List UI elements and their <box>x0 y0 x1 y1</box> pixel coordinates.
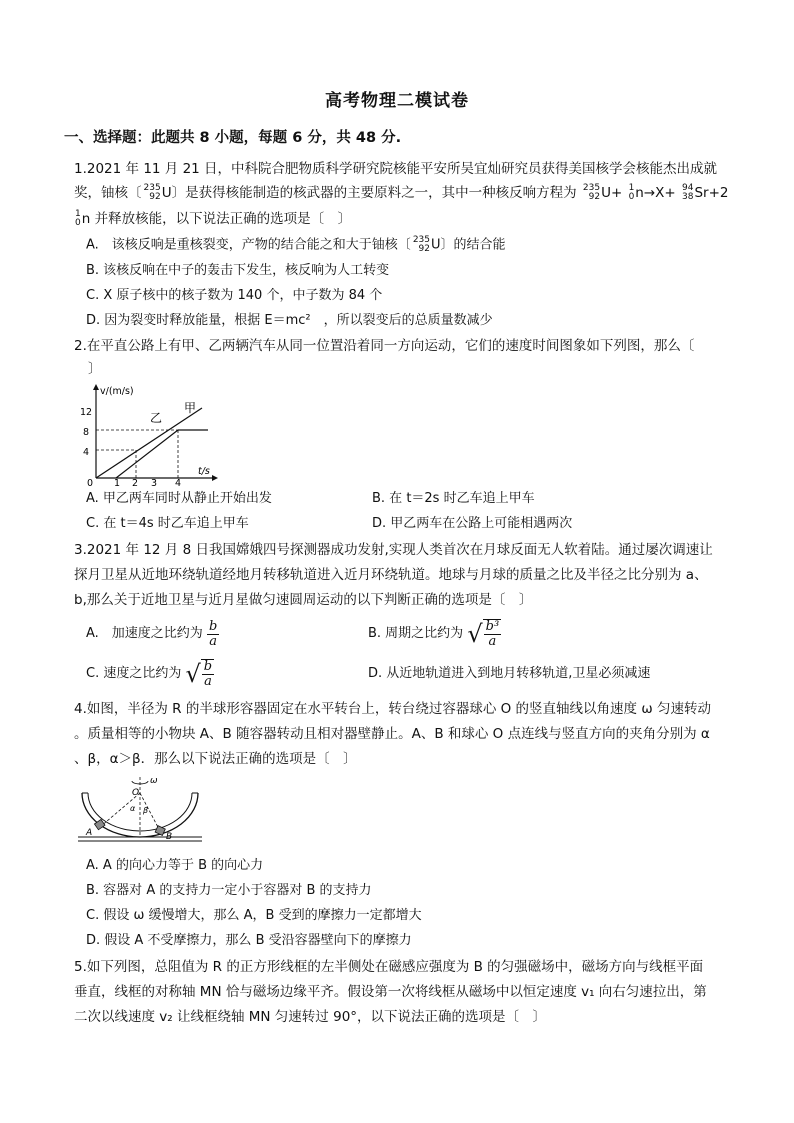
q1-line-1: 1.2021 年 11 月 21 日，中科院合肥物质科学研究院核能平安所吴宜灿研究员获得美国核学会核能杰出成就 <box>74 161 718 177</box>
q2-option-a: A. 甲乙两车同时从静止开始出发 <box>86 491 272 506</box>
omega-label: ω <box>150 776 158 786</box>
uranium-nuclide: 235 92 <box>143 183 161 202</box>
x-axis-arrow <box>212 475 218 481</box>
section-heading: 一、选择题：此题共 8 小题，每题 6 分，共 48 分. <box>64 130 402 146</box>
series-yi-line <box>116 430 178 478</box>
hemisphere-diagram <box>78 773 202 845</box>
x-tick-2: 2 <box>132 478 139 486</box>
q2-line-2: 〕 <box>88 361 102 377</box>
q3-option-c: C. 速度之比约为 √ $\frac{b}{a}$ <box>86 659 213 689</box>
q2-option-b: B. 在 t＝2s 时乙车追上甲车 <box>372 491 535 506</box>
q5-line-2: 垂直，线框的对称轴 MN 恰与磁场边缘平齐。假设第一次将线框从磁场中以恒定速度 v₁ 向右匀速拉出，第 <box>74 984 707 1000</box>
label-yi: 乙 <box>150 411 163 425</box>
y-tick-12: 12 <box>80 407 93 418</box>
q3-option-d: D. 从近地轨道进入到地月转移轨道,卫星必须减速 <box>368 666 651 681</box>
x-tick-4: 4 <box>175 478 182 486</box>
center-o-label: O <box>132 788 140 798</box>
q4-line-2: 。质量相等的小物块 A、B 随容器转动且相对器壁静止。A、B 和球心 O 点连线与竖直方向的夹角分别为 α <box>74 726 710 742</box>
q3-option-b: B. 周期之比约为 √ $\frac{\text{b³}}{a}$ <box>368 619 500 649</box>
q1-option-b: B. 该核反响在中子的轰击下发生，核反响为人工转变 <box>86 263 390 278</box>
q3-line-1: 3.2021 年 12 月 8 日我国嫦娥四号探测器成功发射,实现人类首次在月球反面无人软着陆。通过屡次调速让 <box>74 542 713 558</box>
x-tick-3: 3 <box>151 478 158 486</box>
q1-option-a: A. 该核反响是重核裂变，产物的结合能之和大于铀核〔 235 92 U〕的结合能 <box>86 235 506 254</box>
y-axis-arrow <box>93 384 99 390</box>
q2-option-c: C. 在 t＝4s 时乙车追上甲车 <box>86 516 249 531</box>
block-b-label: B <box>166 832 173 842</box>
page-title: 高考物理二模试卷 <box>325 91 469 111</box>
block-a-label: A <box>86 828 93 838</box>
q1-option-c: C. X 原子核中的核子数为 140 个，中子数为 84 个 <box>86 288 383 303</box>
y-tick-4: 4 <box>83 447 90 458</box>
beta-label: β <box>143 806 149 815</box>
fraction-b-over-a: $\frac{b}{a}$ <box>208 618 218 649</box>
q3-option-a: A. 加速度之比约为 $\frac{b}{a}$ <box>86 618 218 649</box>
alpha-label: α <box>130 804 136 813</box>
velocity-time-chart <box>78 382 218 486</box>
label-jia: 甲 <box>184 401 197 415</box>
q4-line-1: 4.如图，半径为 R 的半球形容器固定在水平转台上，转台绕过容器球心 O 的竖直轴线以角速度 ω 匀速转动 <box>74 701 711 717</box>
x-tick-1: 1 <box>114 478 121 486</box>
q1-option-d: D. 因为裂变时释放能量，根据 E＝mc² ，所以裂变后的总质量数减少 <box>86 313 493 328</box>
q4-line-3: 、β，α＞β．那么以下说法正确的选项是〔 〕 <box>74 751 357 767</box>
q4-option-d: D. 假设 A 不受摩擦力，那么 B 受沿容器壁向下的摩擦力 <box>86 933 412 948</box>
q3-line-2: 探月卫星从近地环绕轨道经地月转移轨道进入近月环绕轨道。地球与月球的质量之比及半径之比分别为 a、 <box>74 567 708 583</box>
x-tick-0: 0 <box>87 478 94 486</box>
q4-option-c: C. 假设 ω 缓慢增大，那么 A，B 受到的摩擦力一定都增大 <box>86 908 422 923</box>
q2-line-1: 2.在平直公路上有甲、乙两辆汽车从同一位置沿着同一方向运动，它们的速度时间图象如下列图，那么〔 <box>74 338 695 354</box>
q5-line-3: 二次以线速度 v₂ 让线框绕轴 MN 匀速转过 90°，以下说法正确的选项是〔 〕 <box>74 1009 547 1025</box>
q3-line-3: b,那么关于近地卫星与近月星做匀速圆周运动的以下判断正确的选项是〔 〕 <box>74 592 533 608</box>
q5-line-1: 5.如下列图，总阻值为 R 的正方形线框的左半侧处在磁感应强度为 B 的匀强磁场中，磁场方向与线框平面 <box>74 959 704 975</box>
x-axis-label: t/s <box>198 466 210 477</box>
series-jia-line <box>96 408 202 478</box>
q4-option-a: A. A 的向心力等于 B 的向心力 <box>86 858 264 873</box>
q1-line-2: 奖，铀核〔 235 92 U〕是获得核能制造的核武器的主要原料之一，其中一种核反响方程为 235 92 U+ 1 0 n→X+ 94 38 Sr+2 <box>74 183 729 202</box>
y-tick-8: 8 <box>83 427 90 438</box>
y-axis-label: v/(m/s) <box>100 386 134 397</box>
q4-option-b: B. 容器对 A 的支持力一定小于容器对 B 的支持力 <box>86 883 372 898</box>
q2-option-d: D. 甲乙两车在公路上可能相遇两次 <box>372 516 573 531</box>
q1-line-3: 1 0 n 并释放核能，以下说法正确的选项是〔 〕 <box>75 209 352 228</box>
